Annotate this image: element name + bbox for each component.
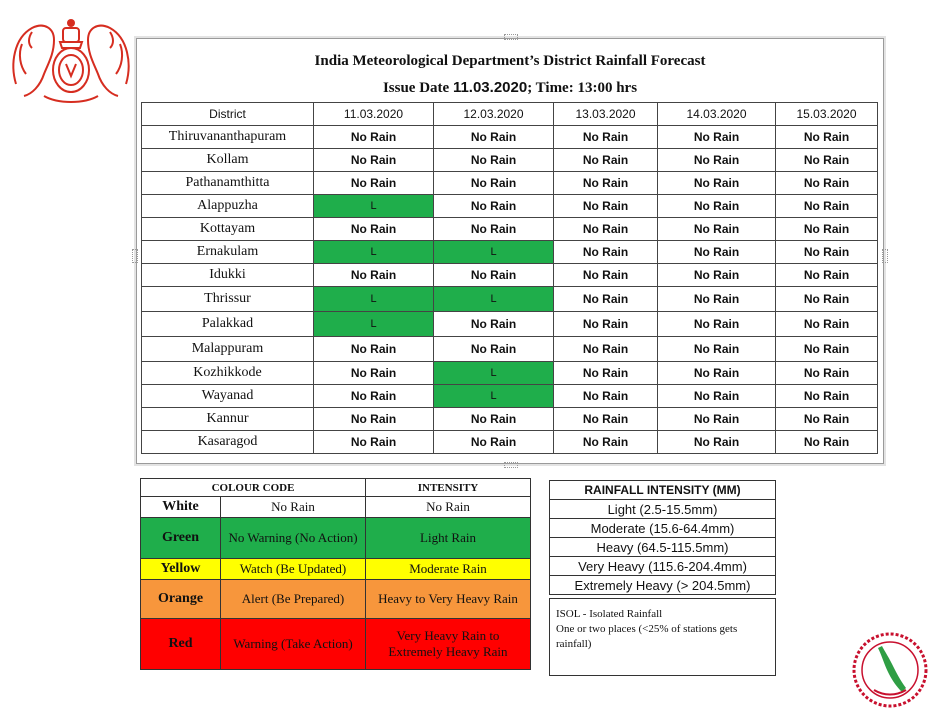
header-date: 15.03.2020 [776,103,878,126]
forecast-cell: No Rain [658,172,776,195]
rainfall-intensity-value: Light (2.5-15.5mm) [550,500,776,519]
district-name: Alappuzha [142,195,314,218]
forecast-cell: No Rain [434,312,554,337]
district-name: Thiruvananthapuram [142,126,314,149]
forecast-row [142,195,878,218]
forecast-cell: No Rain [658,408,776,431]
forecast-header-row [142,103,878,126]
forecast-cell: No Rain [776,149,878,172]
resize-handle-left[interactable] [132,249,138,263]
forecast-row [142,218,878,241]
forecast-cell: No Rain [314,126,434,149]
colour-code-row-yellow [141,559,531,580]
forecast-cell: No Rain [658,126,776,149]
rainfall-intensity-header: RAINFALL INTENSITY (MM) [550,481,776,500]
forecast-cell: No Rain [434,149,554,172]
forecast-cell: No Rain [776,218,878,241]
forecast-cell: No Rain [314,218,434,241]
rainfall-intensity-value: Moderate (15.6-64.4mm) [550,519,776,538]
resize-handle-top[interactable] [504,34,518,40]
forecast-cell: No Rain [658,264,776,287]
isol-note-line2: One or two places (<25% of stations gets rainfall) [556,623,738,650]
forecast-cell: No Rain [658,362,776,385]
forecast-cell: No Rain [554,218,658,241]
colour-code-meaning: No Warning (No Action) [221,518,366,559]
colour-code-header-row [141,479,531,497]
colour-code-meaning: Alert (Be Prepared) [221,580,366,619]
forecast-cell: L [434,241,554,264]
district-name: Kozhikkode [142,362,314,385]
rainfall-intensity-row [550,576,776,595]
forecast-cell: L [434,362,554,385]
colour-code-row-red [141,619,531,670]
rainfall-intensity-value: Heavy (64.5-115.5mm) [550,538,776,557]
forecast-cell: No Rain [554,172,658,195]
forecast-cell: No Rain [776,337,878,362]
forecast-table [141,102,878,454]
colour-code-intensity: Very Heavy Rain to Extremely Heavy Rain [366,619,531,670]
forecast-cell: No Rain [776,264,878,287]
forecast-cell: No Rain [554,362,658,385]
district-name: Ernakulam [142,241,314,264]
forecast-cell: No Rain [776,172,878,195]
forecast-cell: No Rain [314,385,434,408]
forecast-cell: No Rain [776,431,878,454]
colour-code-name: White [141,497,221,518]
district-name: Malappuram [142,337,314,362]
forecast-cell: No Rain [434,126,554,149]
forecast-cell: No Rain [434,431,554,454]
colour-code-row-orange [141,580,531,619]
forecast-cell: No Rain [554,241,658,264]
rainfall-intensity-row [550,557,776,576]
forecast-cell: No Rain [658,241,776,264]
district-name: Kottayam [142,218,314,241]
rainfall-intensity-row [550,500,776,519]
header-date: 12.03.2020 [434,103,554,126]
forecast-cell: No Rain [434,264,554,287]
forecast-cell: No Rain [554,385,658,408]
rainfall-intensity-value: Very Heavy (115.6-204.4mm) [550,557,776,576]
district-name: Kannur [142,408,314,431]
forecast-cell: No Rain [658,149,776,172]
colour-code-meaning: Watch (Be Updated) [221,559,366,580]
issue-line [137,79,883,97]
forecast-cell: L [314,287,434,312]
district-name: Palakkad [142,312,314,337]
isol-note [549,598,776,676]
forecast-row [142,408,878,431]
forecast-row [142,431,878,454]
colour-code-meaning: Warning (Take Action) [221,619,366,670]
colour-code-row-green [141,518,531,559]
forecast-cell: No Rain [776,362,878,385]
forecast-cell: No Rain [554,287,658,312]
forecast-cell: L [434,287,554,312]
forecast-row [142,385,878,408]
kerala-government-emblem-icon [8,14,134,106]
forecast-cell: No Rain [776,385,878,408]
forecast-cell: L [314,241,434,264]
forecast-cell: No Rain [554,195,658,218]
colour-code-intensity: Moderate Rain [366,559,531,580]
forecast-row [142,312,878,337]
forecast-row [142,287,878,312]
district-name: Idukki [142,264,314,287]
district-name: Kollam [142,149,314,172]
forecast-cell: No Rain [658,195,776,218]
isol-note-line1: ISOL - Isolated Rainfall [556,608,663,620]
colour-code-intensity: Light Rain [366,518,531,559]
colour-code-table [140,478,531,670]
issue-time: ; Time: 13:00 hrs [527,80,638,96]
colour-code-name: Orange [141,580,221,619]
colour-code-name: Yellow [141,559,221,580]
colour-code-name: Red [141,619,221,670]
forecast-cell: No Rain [554,337,658,362]
forecast-cell: No Rain [434,408,554,431]
forecast-row [142,149,878,172]
forecast-cell: No Rain [554,408,658,431]
kerala-map-seal-icon [850,630,930,710]
intensity-header: INTENSITY [366,479,531,497]
colour-code-name: Green [141,518,221,559]
forecast-row [142,362,878,385]
forecast-row [142,172,878,195]
forecast-cell: No Rain [658,385,776,408]
forecast-row [142,264,878,287]
forecast-cell: L [314,195,434,218]
forecast-cell: No Rain [314,362,434,385]
colour-code-row-white [141,497,531,518]
forecast-cell: No Rain [658,218,776,241]
issue-date: 11.03.2020 [452,79,528,96]
colour-code-header: COLOUR CODE [141,479,366,497]
forecast-cell: No Rain [554,264,658,287]
header-date: 14.03.2020 [658,103,776,126]
colour-code-intensity: No Rain [366,497,531,518]
forecast-cell: No Rain [434,195,554,218]
forecast-cell: No Rain [776,195,878,218]
forecast-cell: No Rain [314,149,434,172]
forecast-panel [136,38,884,464]
forecast-cell: No Rain [658,337,776,362]
forecast-title: India Meteorological Department’s District Rainfall Forecast [314,53,706,69]
forecast-row [142,126,878,149]
colour-code-intensity: Heavy to Very Heavy Rain [366,580,531,619]
forecast-row [142,337,878,362]
forecast-cell: No Rain [314,172,434,195]
forecast-cell: No Rain [554,312,658,337]
resize-handle-bottom[interactable] [504,462,518,468]
forecast-cell: L [314,312,434,337]
forecast-cell: No Rain [314,264,434,287]
header-district: District [142,103,314,126]
rainfall-intensity-row [550,538,776,557]
forecast-cell: No Rain [314,337,434,362]
forecast-cell: No Rain [554,126,658,149]
district-name: Thrissur [142,287,314,312]
issue-label: Issue Date [382,80,450,96]
forecast-row [142,241,878,264]
forecast-cell: No Rain [776,408,878,431]
resize-handle-right[interactable] [882,249,888,263]
forecast-cell: No Rain [776,287,878,312]
district-name: Wayanad [142,385,314,408]
forecast-cell: No Rain [434,337,554,362]
forecast-cell: No Rain [776,126,878,149]
header-date: 13.03.2020 [554,103,658,126]
district-name: Kasaragod [142,431,314,454]
forecast-cell: No Rain [434,172,554,195]
forecast-cell: No Rain [434,218,554,241]
district-name: Pathanamthitta [142,172,314,195]
forecast-cell: No Rain [776,312,878,337]
forecast-cell: L [434,385,554,408]
header-date: 11.03.2020 [314,103,434,126]
forecast-cell: No Rain [554,431,658,454]
colour-code-meaning: No Rain [221,497,366,518]
forecast-cell: No Rain [776,241,878,264]
forecast-cell: No Rain [314,431,434,454]
rainfall-intensity-row [550,519,776,538]
rainfall-intensity-value: Extremely Heavy (> 204.5mm) [550,576,776,595]
forecast-cell: No Rain [658,431,776,454]
forecast-cell: No Rain [554,149,658,172]
forecast-cell: No Rain [658,312,776,337]
rainfall-intensity-table [549,480,776,595]
forecast-cell: No Rain [314,408,434,431]
forecast-cell: No Rain [658,287,776,312]
